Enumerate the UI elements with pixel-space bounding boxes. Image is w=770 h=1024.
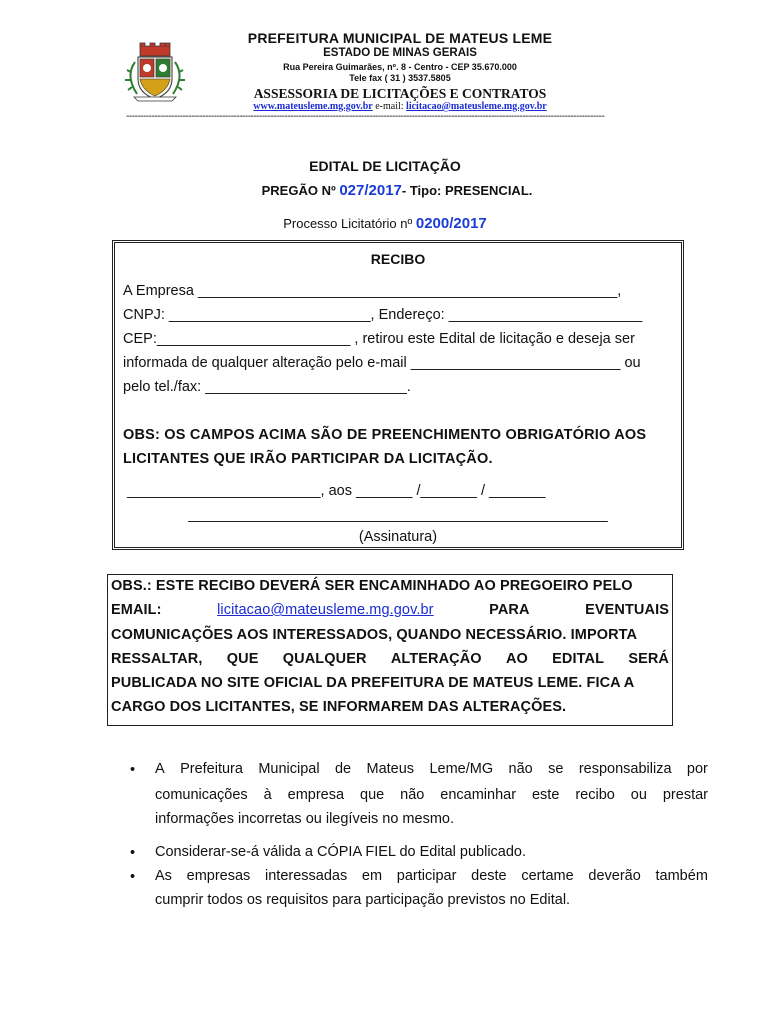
bullet-1-line-3: informações incorretas ou ilegíveis no mesmo. [155,811,454,827]
notice-word: PARA [489,602,530,618]
word: que [360,787,385,803]
notice-email-label: EMAIL: [111,602,162,618]
word: por [686,761,708,777]
notice-word: QUE [226,651,259,667]
word: este [531,787,560,803]
header-email-link[interactable]: licitacao@mateusleme.mg.gov.br [406,101,547,112]
word: ou [630,787,647,803]
word: encaminhar [440,787,517,803]
bullet-marker: • [130,845,136,861]
word: Mateus [366,761,415,777]
notice-word: QUALQUER [282,651,367,667]
notice-line-2 [111,602,669,618]
notice-line-5: PUBLICADA NO SITE OFICIAL DA PREFEITURA DE MATEUS LEME. FICA A [111,675,635,691]
bullet-marker: • [130,869,136,885]
receipt-phone-line: pelo tel./fax: _________________________. [123,379,411,395]
pregao-line [12,182,770,199]
website-link[interactable]: www.mateusleme.mg.gov.br [253,101,373,112]
receipt-title: RECIBO [370,251,426,267]
word: Municipal [258,761,320,777]
receipt-form-box [112,240,684,550]
notice-word: SERÁ [628,651,669,667]
document-title: EDITAL DE LICITAÇÃO [309,158,461,174]
notice-word: ALTERAÇÃO [390,651,482,667]
word: interessadas [265,868,348,884]
header-state: ESTADO DE MINAS GERAIS [323,47,477,59]
pregao-suffix: - Tipo: PRESENCIAL. [401,183,533,198]
notice-line-3: COMUNICAÇÕES AOS INTERESSADOS, QUANDO NECESSÁRIO. IMPORTA [111,627,638,643]
word: As [155,868,172,884]
word: responsabiliza [578,761,672,777]
receipt-company-line: A Empresa ____________________________________________________, [123,283,622,299]
word: em [361,868,383,884]
notice-line-4 [111,651,669,667]
word: recibo [575,787,615,803]
word: prestar [662,787,708,803]
notice-box [107,574,673,726]
notice-line-6: CARGO DOS LICITANTES, SE INFORMAREM DAS ALTERAÇÕES. [111,699,567,715]
word: deste [471,868,507,884]
word: empresa [287,787,345,803]
receipt-obs-line-2: LICITANTES QUE IRÃO PARTICIPAR DA LICITAÇÃO. [123,451,493,467]
receipt-obs-line-1: OBS: OS CAMPOS ACIMA SÃO DE PREENCHIMENTO OBRIGATÓRIO AOS [123,427,647,443]
header-department: ASSESSORIA DE LICITAÇÕES E CONTRATOS [253,86,547,101]
email-label: e-mail: [375,101,404,112]
word: certame [521,868,574,884]
notice-word: EDITAL [552,651,605,667]
municipal-coat-of-arms-icon [118,42,192,104]
word: de [334,761,352,777]
word: também [655,868,708,884]
word: não [400,787,425,803]
word: se [548,761,564,777]
processo-prefix: Processo Licitatório nº [283,216,416,231]
notice-word: EVENTUAIS [585,602,669,618]
receipt-date-line: ________________________, aos _______ /_______ / _______ [127,483,546,499]
notice-word: RESSALTAR, [111,651,203,667]
notice-line-1: OBS.: ESTE RECIBO DEVERÁ SER ENCAMINHADO AO PREGOEIRO PELO [111,578,633,594]
processo-number: 0200/2017 [415,215,487,232]
notice-word: AO [505,651,528,667]
signature-line: ____________________________________________________ [188,507,608,523]
header-separator: ------------------------------------------------------------------------------------------------------------------------------------------------------------------------- [126,111,605,122]
header-phone: Tele fax ( 31 ) 3537.5805 [349,73,451,83]
word: A [155,761,165,777]
word: participar [396,868,457,884]
word: empresas [186,868,251,884]
bullet-2-text: Considerar-se-á válida a CÓPIA FIEL do Edital publicado. [155,844,527,860]
header-address: Rua Pereira Guimarães, nº. 8 - Centro - CEP 35.670.000 [283,62,517,72]
word: Leme/MG [429,761,494,777]
bullet-1-line-2 [155,787,708,803]
processo-line [0,215,770,232]
notice-email-link[interactable]: licitacao@mateusleme.mg.gov.br [217,602,434,618]
pregao-prefix: PREGÃO Nº [261,183,340,198]
word: comunicações [155,787,248,803]
header-title: PREFEITURA MUNICIPAL DE MATEUS LEME [247,30,553,46]
bullet-1-line-1 [155,761,708,777]
bullet-marker: • [130,762,136,778]
word: deverão [588,868,641,884]
bullet-3-line-1 [155,868,708,884]
signature-label: (Assinatura) [358,529,438,545]
receipt-email-line: informada de qualquer alteração pelo e-mail __________________________ ou [123,355,641,371]
receipt-cep-line: CEP:________________________ , retirou este Edital de licitação e deseja ser [123,331,635,347]
pregao-number: 027/2017 [339,182,402,199]
receipt-cnpj-line: CNPJ: _________________________, Endereço: ________________________ [123,307,643,323]
word: Prefeitura [180,761,243,777]
word: não [508,761,533,777]
word: à [263,787,272,803]
bullet-3-line-2: cumprir todos os requisitos para participação previstos no Edital. [155,892,571,908]
